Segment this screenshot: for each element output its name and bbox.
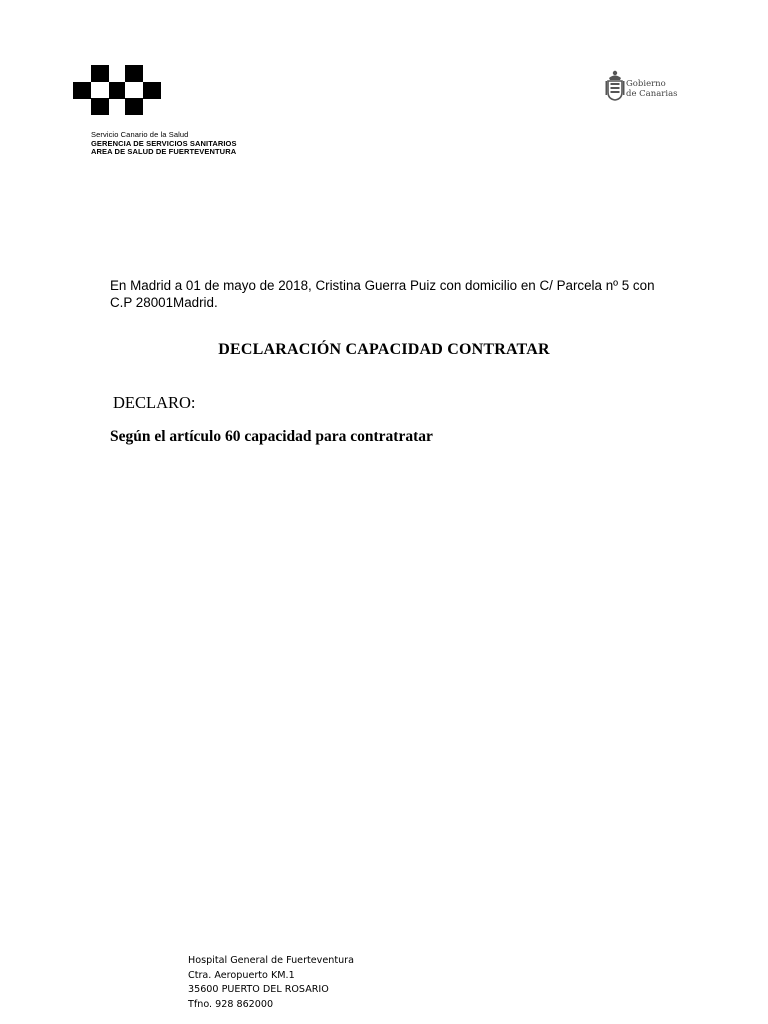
gov-logo-text bbox=[626, 80, 678, 99]
footer-hospital-name: Hospital General de Fuerteventura bbox=[188, 955, 355, 966]
org-department: GERENCIA DE SERVICIOS SANITARIOS bbox=[91, 138, 237, 148]
gov-logo-line-2: de Canarias bbox=[626, 88, 678, 99]
intro-line-2: C.P 28001Madrid. bbox=[110, 295, 218, 310]
declaro-heading: DECLARO: bbox=[113, 393, 196, 412]
gobierno-canarias-logo bbox=[605, 69, 685, 103]
declaration-statement: Según el artículo 60 capacidad para contratratar bbox=[110, 428, 433, 445]
org-area: AREA DE SALUD DE FUERTEVENTURA bbox=[91, 147, 237, 156]
intro-paragraph bbox=[110, 277, 710, 311]
footer-address bbox=[188, 954, 354, 1012]
intro-line-1: En Madrid a 01 de mayo de 2018, Cristina Guerra Puiz con domicilio en C/ Parcela nº 5 con bbox=[110, 278, 655, 293]
document-title: DECLARACIÓN CAPACIDAD CONTRATAR bbox=[218, 341, 550, 358]
checkerboard-cross-logo bbox=[73, 65, 161, 115]
org-name: Servicio Canario de la Salud bbox=[91, 130, 189, 139]
organization-header bbox=[91, 131, 237, 157]
gov-logo-line-1: Gobierno bbox=[626, 79, 666, 89]
footer-phone: Tfno. 928 862000 bbox=[188, 998, 274, 1010]
canarias-crest-icon bbox=[605, 69, 625, 101]
footer-city: 35600 PUERTO DEL ROSARIO bbox=[188, 984, 329, 995]
footer-street: Ctra. Aeropuerto KM.1 bbox=[188, 969, 295, 981]
